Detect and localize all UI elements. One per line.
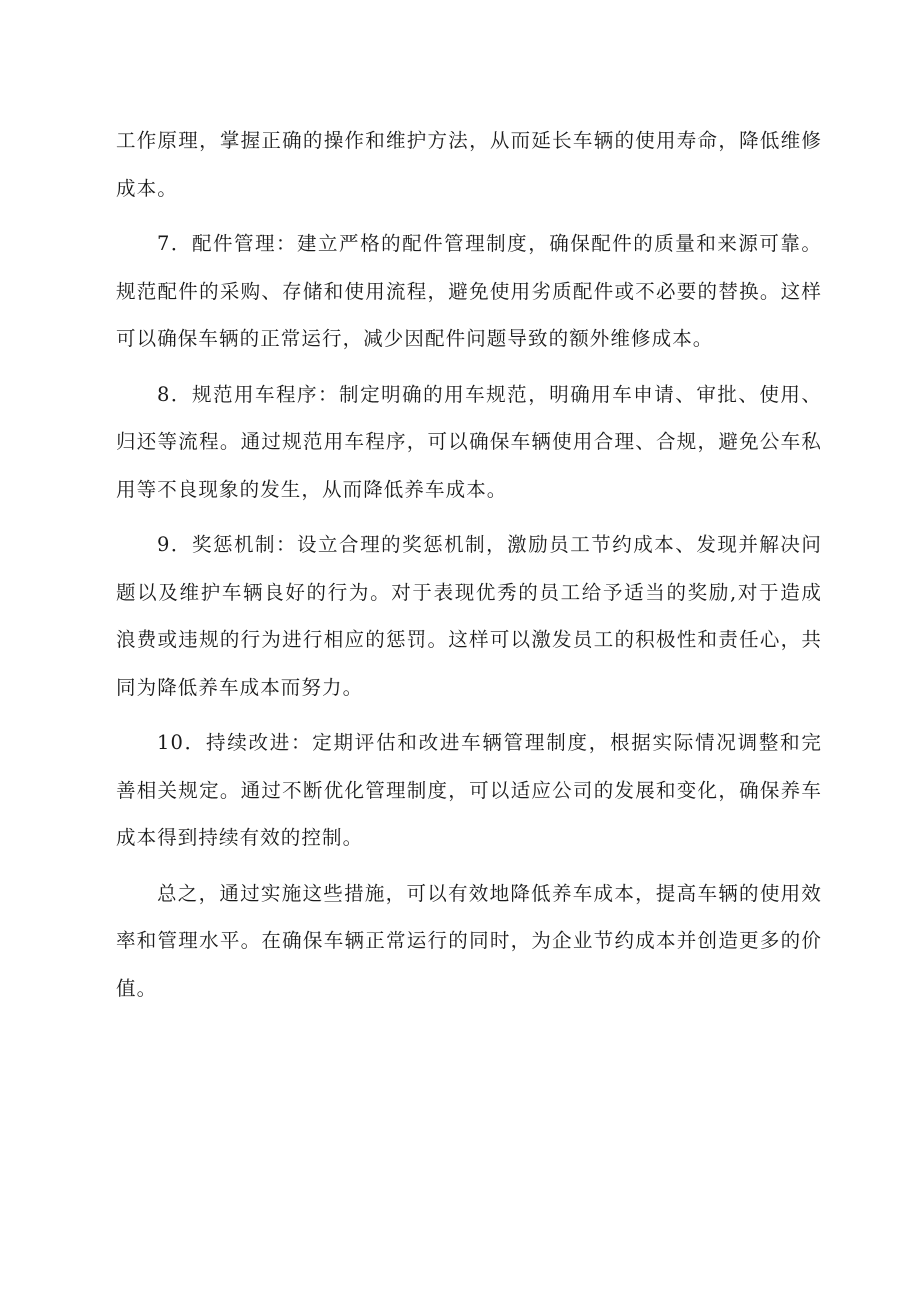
paragraph-continuation: 工作原理，掌握正确的操作和维护方法，从而延长车辆的使用寿命，降低维修成本。 <box>116 129 822 200</box>
document-body <box>116 117 822 1012</box>
paragraph-item-7-parts-management: 7．配件管理：建立严格的配件管理制度，确保配件的质量和来源可靠。规范配件的采购、存储和使用流程，避免使用劣质配件或不必要的替换。这样可以确保车辆的正常运行，减少因配件问题导致的额外维修成本。 <box>116 232 822 350</box>
paragraph-conclusion: 总之，通过实施这些措施，可以有效地降低养车成本，提高车辆的使用效率和管理水平。在确保车辆正常运行的同时，为企业节约成本并创造更多的价值。 <box>116 881 822 1000</box>
paragraph-item-8-vehicle-use-procedure: 8．规范用车程序：制定明确的用车规范，明确用车申请、审批、使用、归还等流程。通过规范用车程序，可以确保车辆使用合理、合规，避免公车私用等不良现象的发生，从而降低养车成本。 <box>116 382 822 501</box>
paragraph-item-9-reward-penalty: 9．奖惩机制：设立合理的奖惩机制，激励员工节约成本、发现并解决问题以及维护车辆良好的行为。对于表现优秀的员工给予适当的奖励,对于造成浪费或违规的行为进行相应的惩罚。这样可以激发员工的积极性和责任心，共同为降低养车成本而努力。 <box>116 533 822 699</box>
paragraph-item-10-continuous-improvement: 10．持续改进：定期评估和改进车辆管理制度，根据实际情况调整和完善相关规定。通过不断优化管理制度，可以适应公司的发展和变化，确保养车成本得到持续有效的控制。 <box>116 731 822 849</box>
